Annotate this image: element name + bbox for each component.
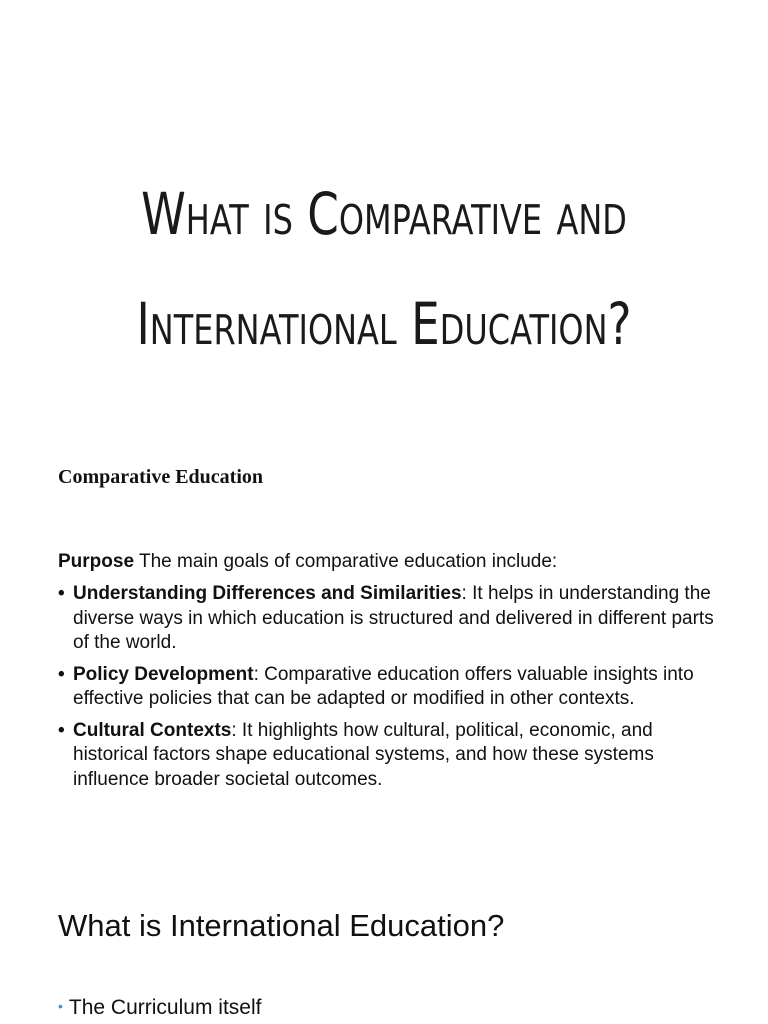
bullet-icon: •	[58, 583, 65, 604]
section-heading: Comparative Education	[58, 466, 263, 488]
goals-list	[58, 582, 718, 799]
purpose-paragraph	[58, 549, 557, 574]
title-line-1: What is Comparative and	[141, 179, 627, 248]
bullet-term: Policy Development	[73, 663, 254, 685]
title-line-2: International Education?	[136, 289, 632, 358]
curriculum-bullet	[58, 996, 261, 1020]
list-item	[58, 663, 718, 712]
list-item	[58, 582, 718, 656]
bullet-text: : It highlights how cultural, political, economic, and historical factors shape educational systems, and how these systems influence broader societal outcomes.	[73, 719, 654, 790]
bullet-icon: •	[58, 719, 65, 741]
bullet-text: : Comparative education offers valuable insights into effective policies that can be adapted or modified in other contexts.	[73, 663, 694, 709]
bullet-term: Understanding Differences and Similarities	[73, 583, 462, 604]
international-education-heading: What is International Education?	[58, 908, 505, 943]
list-item	[58, 719, 718, 793]
purpose-text: The main goals of comparative education include:	[134, 551, 558, 572]
purpose-label: Purpose	[58, 551, 135, 572]
curriculum-bullet-text: The Curriculum itself	[68, 996, 262, 1019]
bullet-icon: •	[58, 998, 63, 1014]
bullet-text: : It helps in understanding the diverse ways in which education is structured and delivered in different parts of the world.	[73, 583, 714, 653]
bullet-term: Cultural Contexts	[73, 719, 232, 741]
page-title	[84, 159, 683, 379]
bullet-icon: •	[58, 663, 65, 685]
